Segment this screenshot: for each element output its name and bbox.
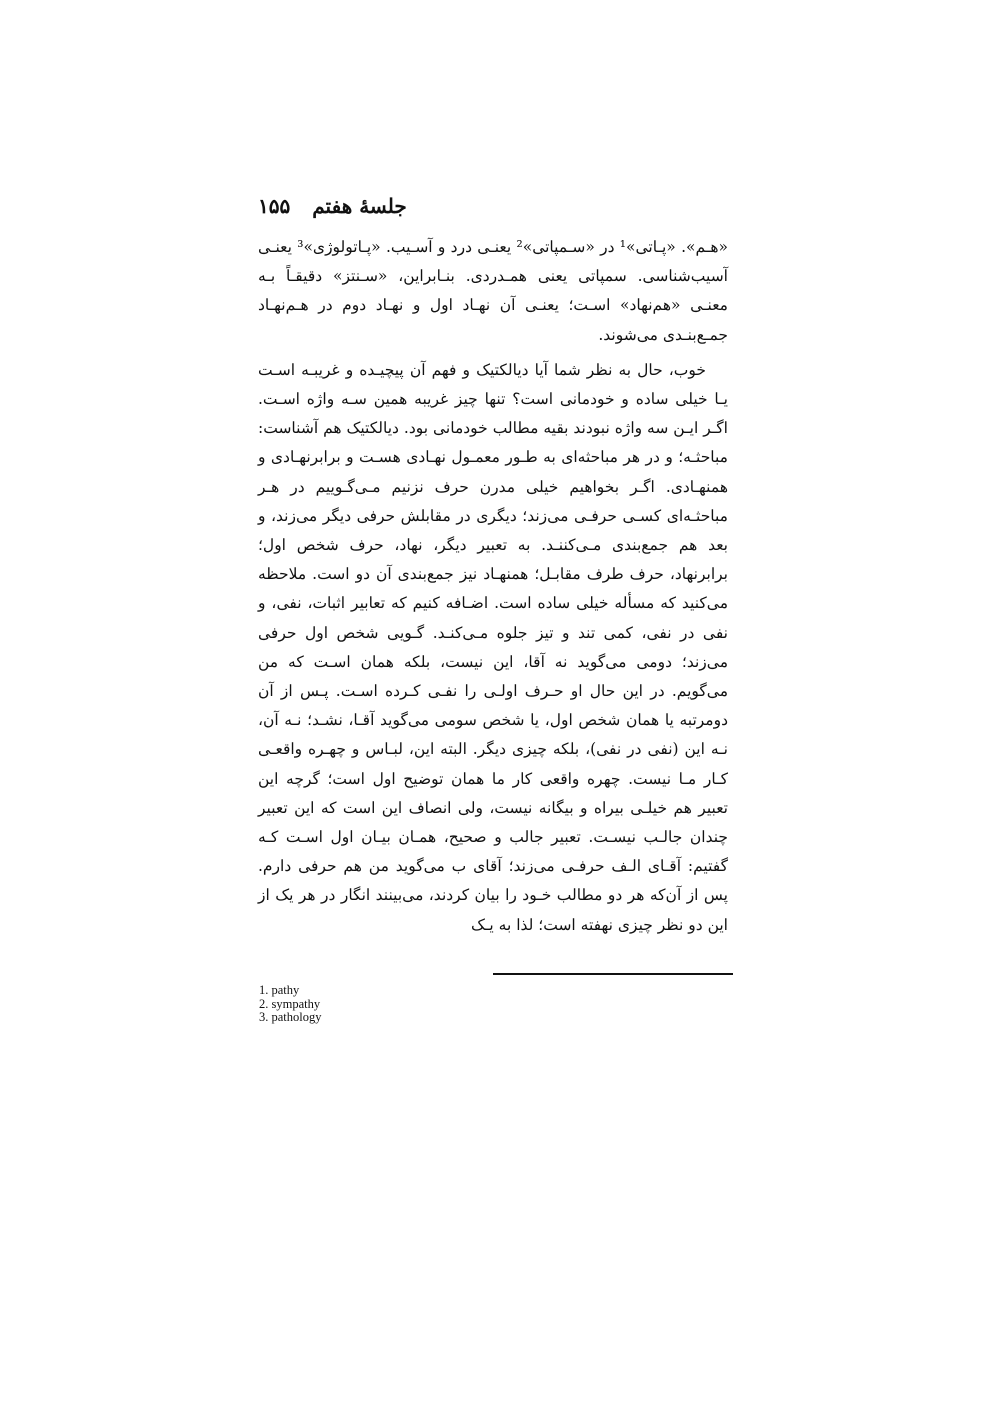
footnote-2: 2. sympathy: [259, 996, 321, 1011]
footnotes: [259, 984, 559, 1025]
main-text: [258, 233, 728, 940]
paragraph-2: خوب، حال به نظر شما آیا دیالکتیک و فهم آن پیچیـده و غریبـه اسـت یـا خیلی ساده و خودمانی است؟ تنها چیز غریبه همین سـه واژه اسـت. اگـر ایـن سه واژه نبودند بقیه مطالب خودمانی بود. دیالکتیک هم آشناست: مباحثـه؛ و در هر مباحثه‌ای به طـور معمـول نهـادی هسـت و برابرنهـادی و همنهـادی. اگـر بخواهیم خیلی مدرن حرف نزنیم مـی‌گـوییم در هـر مباحثـه‌ای کسـی حرفـی می‌زند؛ دیگری در مقابلش حرفی دیگر می‌زند، و بعد هم جمع‌بندی مـی‌کننـد. به تعبیر دیگر، نهاد، حرف شخص اول؛ برابرنهاد، حرف طرف مقابـل؛ همنهـاد نیز جمع‌بندی آن دو است. ملاحظه می‌کنید که مسأله خیلی ساده است. اضـافه کنیم که تعابیر اثبات، نفی، و نفی در نفی، کمی تند و تیز جلوه مـی‌کنـد. گـویی شخص اول حرفی می‌زند؛ دومی می‌گوید نه آقا، این نیست، بلکه همان اسـت که من می‌گویم. در این حال او حـرف اولـی را نفـی کـرده اسـت. پـس از آن دومرتبه یا همان شخص اول، یا شخص سومی می‌گوید آقـا، نشـد؛ نـه آن، نـه این (نفی در نفی)، بلکه چیزی دیگر. البته این، لبـاس و چهـره واقعـی کـار مـا نیست. چهره واقعی کار ما همان توضیح اول است؛ گرچه این تعبیر هم خیلـی بیراه و بیگانه نیست، ولی انصاف این است که این تعبیر چندان جالـب نیسـت. تعبیر جالب و صحیح، همـان بیـان اول اسـت کـه گفتیم: آقـای الـف حرفـی می‌زند؛ آقای ب می‌گوید من هم حرفی دارم. پس از آن‌که هر دو مطالب خـود را بیان کردند، می‌بینند انگار در هر یک از این دو نظر چیزی نهفته است؛ لذا به یـک: [258, 360, 728, 934]
page-number: ۱۵۵: [258, 194, 291, 218]
paragraph-1: «هـم». «پـاتی»¹ در «سـمپاتی»² یعنـی درد و آسـیب. «پـاتولوژی»³ یعنـی آسیب‌شناسی. سمپاتی یعنی همـدردی. بنـابراین، «سـنتز» دقیقـاً بـه معنـی «هم‌نهاد» اسـت؛ یعنـی آن نهـاد اول و نهـاد دوم در هـم‌نهـاد جمـع‌بنـدی می‌شوند.: [258, 238, 728, 344]
chapter-title: جلسهٔ هفتم: [312, 194, 407, 218]
running-header: [258, 186, 728, 226]
footnote-1: 1. pathy: [259, 983, 300, 997]
footnote-3: 3. pathology: [259, 1010, 322, 1024]
footnote-divider: [493, 973, 733, 975]
